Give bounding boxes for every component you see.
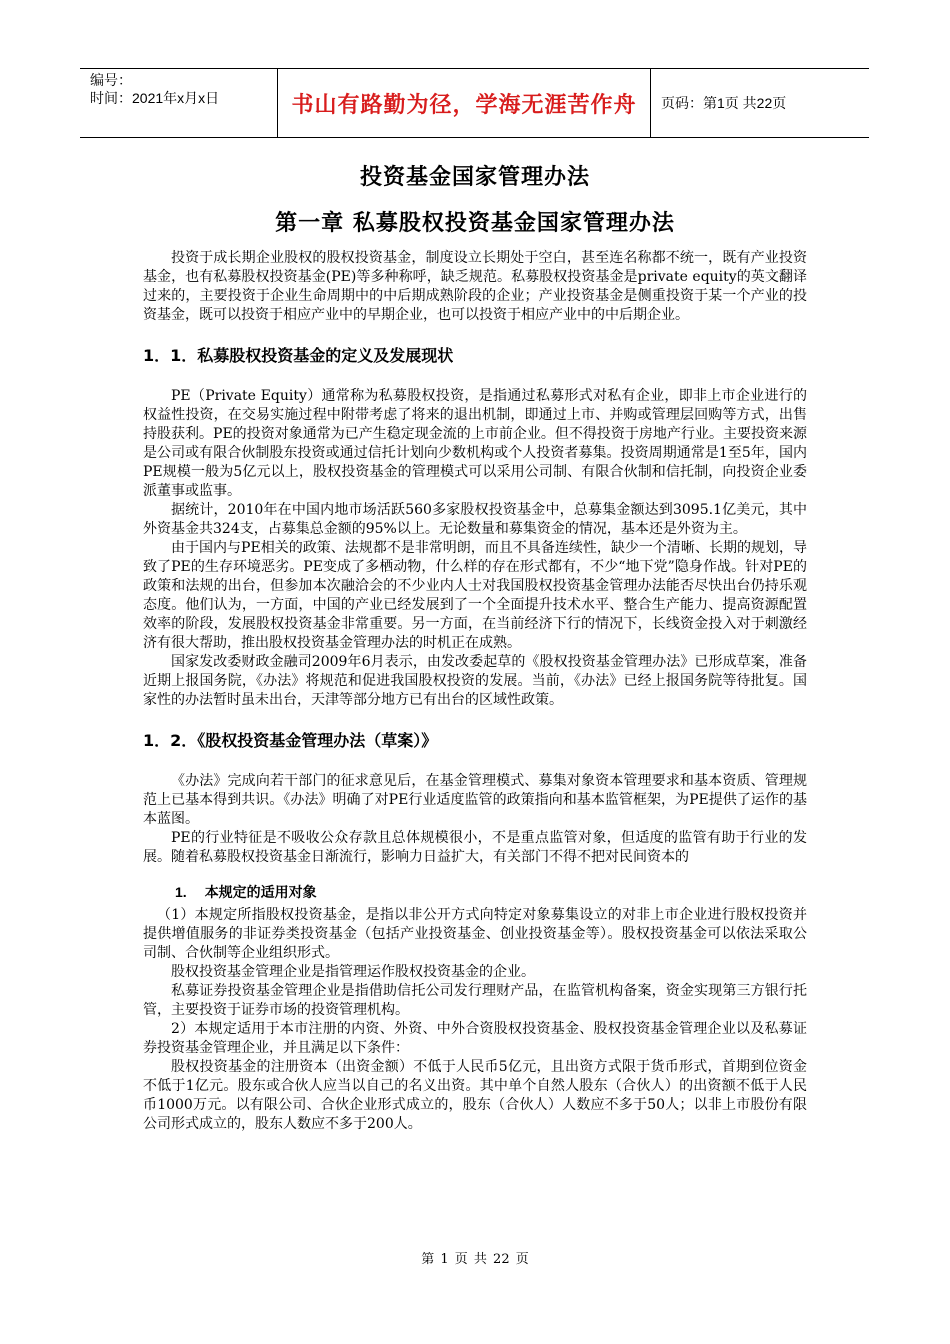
paragraph: 股权投资基金的注册资本（出资金额）不低于人民币5亿元，且出资方式限于货币形式，首期到位资金不低于1亿元。股东或合伙人应当以自己的名义出资。其中单个自然人股东（合伙人）的出资额不低于人民币1000万元。以有限公司、合伙企业形式成立的，股东（合伙人）人数应不多于50人；以非上市股份有限公司形式成立的，股东人数应不多于200人。: [143, 1059, 807, 1132]
page-header: [80, 68, 869, 138]
serial-number-label: 编号：: [90, 72, 132, 88]
paragraph: 国家发改委财政金融司2009年6月表示，由发改委起草的《股权投资基金管理办法》已形成草案，准备近期上报国务院，《办法》将规范和促进我国股权投资的发展。当前，《办法》已经上报国务院等待批复。国家性的办法暂时虽未出台，天津等部分地方已有出台的区域性政策。: [143, 654, 807, 708]
paragraph: 2）本规定适用于本市注册的内资、外资、中外合资股权投资基金、股权投资基金管理企业以及私募证券投资基金管理企业，并且满足以下条件：: [143, 1021, 807, 1056]
paragraph: 由于国内与PE相关的政策、法规都不是非常明朗，而且不具备连续性，缺少一个清晰、长期的规划，导致了PE的生存环境恶劣。PE变成了多栖动物，什么样的存在形式都有，不少“地下党”隐身作战。针对PE的政策和法规的出台，但参加本次融洽会的不少业内人士对我国股权投资基金管理办法能否尽快出台仍持乐观态度。他们认为，一方面，中国的产业已经发展到了一个全面提升技术水平、整合生产能力、提高资源配置效率的阶段，发展股权投资基金非常重要。另一方面，在当前经济下行的情况下，长线资金投入对于刺激经济有很大帮助，推出股权投资基金管理办法的时机正在成熟。: [143, 540, 807, 651]
paragraph: 《办法》完成向若干部门的征求意见后，在基金管理模式、募集对象资本管理要求和基本资质、管理规范上已基本得到共识。《办法》明确了对PE行业适度监管的政策指向和基本监管框架，为PE提供了运作的基本蓝图。: [143, 773, 807, 827]
paragraph: （1）本规定所指股权投资基金，是指以非公开方式向特定对象募集设立的对非上市企业进行股权投资并提供增值服务的非证券类投资基金（包括产业投资基金、创业投资基金等）。股权投资基金可以依法采取公司制、合伙制等企业组织形式。: [143, 907, 807, 961]
document-title: 投资基金国家管理办法: [359, 165, 590, 190]
paragraph: 私募证券投资基金管理企业是指借助信托公司发行理财产品，在监管机构备案，资金实现第三方银行托管，主要投资于证券市场的投资管理机构。: [143, 983, 807, 1018]
header-page-info: 页码：第1页 共22页: [661, 95, 787, 111]
document-body: [143, 249, 807, 1134]
header-meta: [80, 69, 278, 137]
header-motto: 书山有路勤为径，学海无涯苦作舟: [278, 69, 651, 137]
intro-paragraph: 投资于成长期企业股权的股权投资基金，制度设立长期处于空白，甚至连名称都不统一，既有产业投资基金，也有私募股权投资基金(PE)等多种称呼，缺乏规范。私募股权投资基金是private equity的英文翻译过来的，主要投资于企业生命周期中的中后期成熟阶段的企业；产业投资基金是侧重投资于某一个产业的投资基金，既可以投资于相应产业中的早期企业，也可以投资于相应产业中的中后期企业。: [143, 250, 807, 323]
subsection-title: 本规定的适用对象: [204, 884, 317, 900]
section-heading-1-1: 1．1．私募股权投资基金的定义及发展现状: [143, 346, 454, 365]
paragraph: PE的行业特征是不吸收公众存款且总体规模很小，不是重点监管对象，但适度的监管有助于行业的发展。随着私募股权投资基金日渐流行，影响力日益扩大，有关部门不得不把对民间资本的: [143, 830, 807, 865]
time-label: 时间：2021年x月x日: [90, 90, 220, 106]
section-heading-1-2: 1．2．《股权投资基金管理办法（草案）》: [143, 731, 438, 750]
subsection-heading: [175, 883, 807, 902]
subsection-number: 1.: [175, 884, 187, 900]
chapter-title: 第一章 私募股权投资基金国家管理办法: [275, 211, 675, 236]
paragraph: 据统计，2010年在中国内地市场活跃560多家股权投资基金中，总募集金额达到3095.1亿美元，其中外资基金共324支，占募集总金额的95%以上。无论数量和募集资金的情况，基本还是外资为主。: [143, 502, 807, 537]
paragraph: PE（Private Equity）通常称为私募股权投资，是指通过私募形式对私有企业，即非上市企业进行的权益性投资，在交易实施过程中附带考虑了将来的退出机制，即通过上市、并购或管理层回购等方式，出售持股获利。PE的投资对象通常为已产生稳定现金流的上市前企业。但不得投资于房地产行业。主要投资来源是公司或有限合伙制股东投资或通过信托计划向少数机构或个人投资者募集。投资周期通常是1至5年，国内PE规模一般为5亿元以上，股权投资基金的管理模式可以采用公司制、有限合伙制和信托制，向投资企业委派董事或监事。: [143, 388, 807, 499]
page-footer: 第 1 页 共 22 页: [421, 1252, 529, 1267]
paragraph: 股权投资基金管理企业是指管理运作股权投资基金的企业。: [171, 964, 535, 980]
